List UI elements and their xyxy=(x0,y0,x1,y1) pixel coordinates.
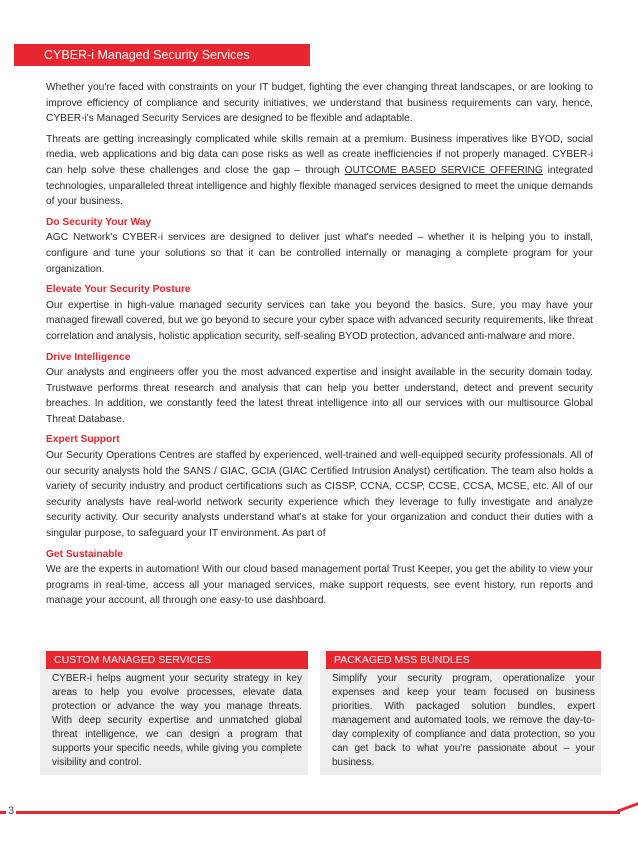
packaged-mss-bundles-body: Simplify your security program, operationalize your expenses and keep your team focused on business priorities. With packaged solution bundles, expert management and automated tools, we remove the day-to-day complexity of compliance and data protection, so you can get back to what you're passionate about – your business. xyxy=(332,673,595,768)
section-body-intelligence: Our analysts and engineers offer you the most advanced expertise and insight available in the security domain today. Trustwave performs threat research and analysis that can help you better understand, detect and prevent security breaches. In addition, we constantly feed the latest threat intelligence into all our services with our multisource Global Threat Database. xyxy=(46,367,593,425)
packaged-mss-bundles-heading: PACKAGED MSS BUNDLES xyxy=(326,651,601,669)
custom-managed-services-body: CYBER-i helps augment your security strategy in key areas to help you evolve processes, elevate data protection or advance the way you manage threats. With deep security expertise and unmatched global threat intelligence, we can design a program that supports your specific needs, while giving you complete visibility and control. xyxy=(52,673,302,768)
main-content xyxy=(46,80,593,614)
section-heading-expert-support: Expert Support xyxy=(46,434,120,446)
footer-rule-tail xyxy=(617,802,638,813)
intro-text-after: integrated technologies, unparalleled threat intelligence and highly flexible managed services designed to meet the unique demands of your business. xyxy=(46,164,593,208)
section-body-sustainable: We are the experts in automation! With our cloud based management portal Trust Keeper, you get the ability to view your programs in real-time, access all your managed services, make support requests, see event history, run reports and manage your account, all through one easy-to use dashboard. xyxy=(46,564,593,607)
custom-managed-services-heading: CUSTOM MANAGED SERVICES xyxy=(46,651,308,669)
footer-rule xyxy=(0,811,620,814)
section-heading-do-security: Do Security Your Way xyxy=(46,216,152,228)
packaged-mss-bundles-box xyxy=(320,651,601,775)
custom-managed-services-box xyxy=(40,651,308,775)
intro-text-before: Threats are getting increasingly complicated while skills remain at a premium. Business imperatives like BYOD, social media, web applications and big data can pose risks as well as create inefficiencies if not properly managed. CYBER-i can help solve these challenges and close the gap – through xyxy=(46,133,593,176)
section-body-expert-support: Our Security Operations Centres are staffed by experienced, well-trained and well-equipped security professionals. All of our security analysts hold the SANS / GIAC, GCIA (GIAC Certified Intrusion Analyst) certification. The team also holds a variety of security industry and product certifications such as CISSP, CCNA, CCSP, CCSE, CCSA, MCSE, etc. All of our security analysts have real-world network security experience which they leverage to fully investigate and analyze security activity. Our security analysts understand what's at stake for your organization and conduct their duties with a singular purpose, to safeguard your IT environment. As part of xyxy=(46,450,593,540)
outcome-based-emphasis: OUTCOME BASED SERVICE OFFERING xyxy=(344,164,543,176)
intro-paragraph-2 xyxy=(46,132,593,210)
section-heading-intelligence: Drive Intelligence xyxy=(46,351,131,363)
page-number: 3 xyxy=(8,805,15,817)
section-body-do-security: AGC Network's CYBER-i services are designed to deliver just what's needed – whether it is helping you to install, configure and tune your solutions so that it can be controlled internally or managing a complete program for your organization. xyxy=(46,232,593,275)
section-body-elevate: Our expertise in high-value managed security services can take you beyond the basics. Sure, you may have your managed firewall covered, but we go beyond to secure your cyber space with advanced security requirements, like threat correlation and analysis, holistic application security, self-sealing BYOD protection, advanced anti-malware and more. xyxy=(46,299,593,342)
service-boxes xyxy=(40,651,600,775)
section-title-bar xyxy=(14,44,310,66)
section-heading-sustainable: Get Sustainable xyxy=(46,548,123,560)
intro-paragraph-1: Whether you're faced with constraints on your IT budget, fighting the ever changing threat landscapes, or are looking to improve efficiency of compliance and security initiatives, we understand that business requirements can vary, hence, CYBER-i's Managed Security Services are designed to be flexible and adaptable. xyxy=(46,82,593,125)
page-title: CYBER-i Managed Security Services xyxy=(44,48,250,62)
section-heading-elevate: Elevate Your Security Posture xyxy=(46,284,191,296)
